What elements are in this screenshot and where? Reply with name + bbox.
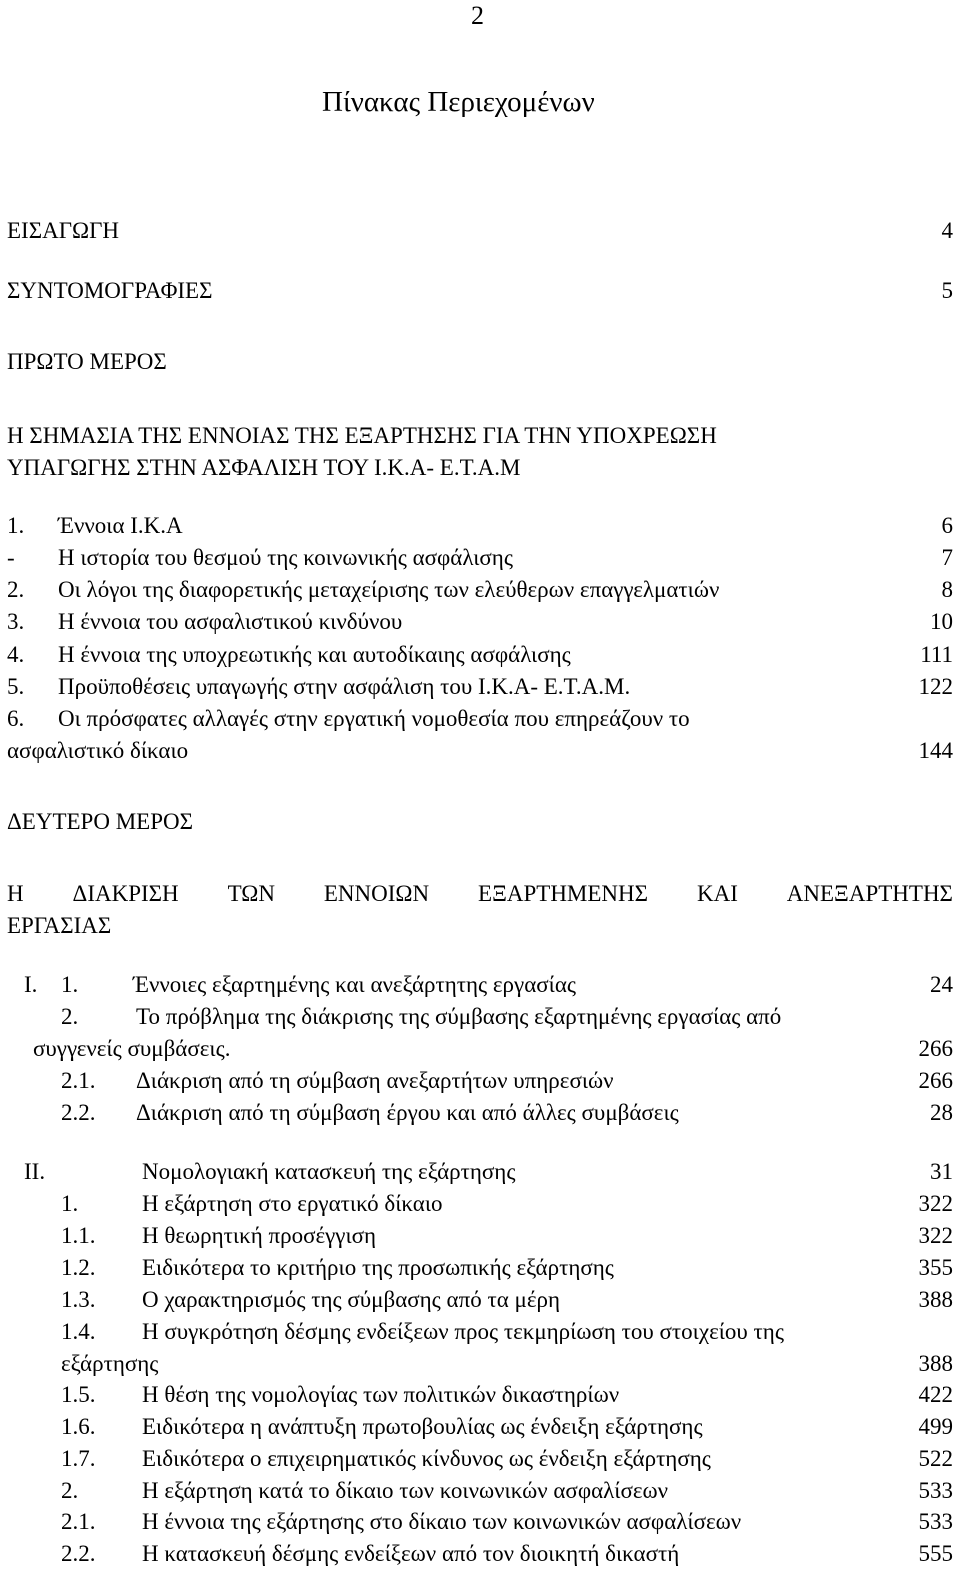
toc-item-text: Έννοιες εξαρτημένης και ανεξάρτητης εργασίας — [133, 972, 576, 997]
toc-item-num: 1. — [61, 972, 79, 997]
toc-item-num: 1.6. — [61, 1414, 96, 1439]
toc-item-text: Διάκριση από τη σύμβαση έργου και από άλλες συμβάσεις — [136, 1100, 679, 1125]
toc-item-page: 111 — [920, 642, 953, 667]
toc-item-page: 533 — [918, 1509, 953, 1534]
page-title: Πίνακας Περιεχομένων — [322, 86, 595, 118]
toc-item-text: Ειδικότερα το κριτήριο της προσωπικής εξάρτησης — [142, 1255, 614, 1280]
toc-item-num: 1.5. — [61, 1382, 96, 1407]
toc-item-num: - — [7, 545, 15, 570]
toc-item-num: 1.4. — [61, 1319, 96, 1344]
toc-item-text: Οι λόγοι της διαφορετικής μεταχείρισης των ελεύθερων επαγγελματιών — [58, 577, 720, 602]
section-roman: Ι. — [24, 972, 38, 997]
part-two-heading-line1 — [7, 882, 953, 905]
toc-item-text: Προϋποθέσεις υπαγωγής στην ασφάλιση του Ι.Κ.Α- Ε.Τ.Α.Μ. — [58, 674, 631, 699]
toc-item-page: 388 — [918, 1287, 953, 1312]
toc-item-text: Η ιστορία του θεσμού της κοινωνικής ασφάλισης — [58, 545, 513, 570]
toc-item-page: 355 — [918, 1255, 953, 1280]
part-one-label: ΠΡΩΤΟ ΜΕΡΟΣ — [7, 349, 167, 374]
toc-item-num: 2.1. — [61, 1068, 96, 1093]
toc-item-text: Η έννοια της εξάρτησης στο δίκαιο των κοινωνικών ασφαλίσεων — [142, 1509, 742, 1534]
toc-item-text: Η θέση της νομολογίας των πολιτικών δικαστηρίων — [142, 1382, 620, 1407]
toc-item-page: 266 — [918, 1068, 953, 1093]
part-one-heading-line2: ΥΠΑΓΩΓΗΣ ΣΤΗΝ ΑΣΦΑΛΙΣΗ ΤΟΥ Ι.Κ.Α- Ε.Τ.Α.Μ — [7, 455, 521, 480]
toc-page-abbreviations: 5 — [941, 278, 953, 303]
part-one-heading-line1: Η ΣΗΜΑΣΙΑ ΤΗΣ ΕΝΝΟΙΑΣ ΤΗΣ ΕΞΑΡΤΗΣΗΣ ΓΙΑ ΤΗΝ ΥΠΟΧΡΕΩΣΗ — [7, 423, 717, 448]
toc-item-num: 4. — [7, 642, 25, 667]
toc-page-intro: 4 — [941, 218, 953, 243]
toc-item-text: Η συγκρότηση δέσμης ενδείξεων προς τεκμηρίωση του στοιχείου της — [142, 1319, 784, 1344]
toc-item-text-continued: συγγενείς συμβάσεις. — [33, 1036, 231, 1061]
section-roman: ΙΙ. — [24, 1159, 46, 1184]
toc-item-num: 2. — [61, 1004, 79, 1029]
toc-item-page: 6 — [941, 513, 953, 538]
toc-item-text: Η έννοια της υποχρεωτικής και αυτοδίκαιης ασφάλισης — [58, 642, 571, 667]
toc-item-text: Έννοια Ι.Κ.Α — [58, 513, 183, 538]
toc-item-num: 2.1. — [61, 1509, 96, 1534]
toc-item-num: 2.2. — [61, 1100, 96, 1125]
toc-item-page: 522 — [918, 1446, 953, 1471]
toc-item-text: Διάκριση από τη σύμβαση ανεξαρτήτων υπηρεσιών — [136, 1068, 614, 1093]
toc-item-num: 1.3. — [61, 1287, 96, 1312]
toc-item-page: 533 — [918, 1478, 953, 1503]
toc-item-num: 1.7. — [61, 1446, 96, 1471]
toc-item-num: 1.1. — [61, 1223, 96, 1248]
toc-item-text: Η εξάρτηση κατά το δίκαιο των κοινωνικών ασφαλίσεων — [142, 1478, 669, 1503]
toc-item-num: 3. — [7, 609, 25, 634]
toc-item-num: 1. — [61, 1191, 79, 1216]
toc-entry-intro: ΕΙΣΑΓΩΓΗ — [7, 218, 120, 243]
heading-word: ΔΙΑΚΡΙΣΗ — [72, 881, 179, 906]
toc-item-num: 2.2. — [61, 1541, 96, 1566]
toc-item-text: Ειδικότερα ο επιχειρηματικός κίνδυνος ως ένδειξη εξάρτησης — [142, 1446, 711, 1471]
toc-item-num: 1.2. — [61, 1255, 96, 1280]
heading-word: ΕΝΝΟΙΩΝ — [323, 881, 430, 906]
toc-item-page: 144 — [918, 738, 953, 763]
toc-item-num: 5. — [7, 674, 25, 699]
heading-word: Η — [7, 881, 24, 906]
toc-item-page: 322 — [918, 1223, 953, 1248]
toc-entry-abbreviations: ΣΥΝΤΟΜΟΓΡΑΦΙΕΣ — [7, 278, 213, 303]
heading-word: ΕΞΑΡΤΗΜΕΝΗΣ — [478, 881, 649, 906]
toc-item-page: 555 — [918, 1541, 953, 1566]
toc-item-text: Η εξάρτηση στο εργατικό δίκαιο — [142, 1191, 443, 1216]
toc-item-page: 7 — [941, 545, 953, 570]
section-page: 31 — [930, 1159, 953, 1184]
toc-item-page: 10 — [930, 609, 953, 634]
toc-item-text: Η θεωρητική προσέγγιση — [142, 1223, 377, 1248]
toc-item-page: 422 — [918, 1382, 953, 1407]
page-number: 2 — [471, 1, 484, 30]
toc-item-num: 1. — [7, 513, 25, 538]
toc-item-num: 2. — [61, 1478, 79, 1503]
toc-item-page: 266 — [918, 1036, 953, 1061]
toc-item-page: 28 — [930, 1100, 953, 1125]
heading-word: ΚΑΙ — [696, 881, 738, 906]
toc-item-page: 24 — [930, 972, 953, 997]
heading-word: ΤΩΝ — [227, 881, 275, 906]
heading-word: ΑΝΕΞΑΡΤΗΤΗΣ — [786, 881, 953, 906]
toc-item-text: Η έννοια του ασφαλιστικού κινδύνου — [58, 609, 403, 634]
toc-item-page: 499 — [918, 1414, 953, 1439]
toc-item-text: Η κατασκευή δέσμης ενδείξεων από τον διοικητή δικαστή — [142, 1541, 680, 1566]
toc-item-text: Ο χαρακτηρισμός της σύμβασης από τα μέρη — [142, 1287, 560, 1312]
toc-item-text-continued: εξάρτησης — [61, 1351, 159, 1376]
section-title: Νομολογιακή κατασκευή της εξάρτησης — [142, 1159, 516, 1184]
toc-item-num: 2. — [7, 577, 25, 602]
toc-item-page: 8 — [941, 577, 953, 602]
toc-item-page: 122 — [918, 674, 953, 699]
toc-item-text: Το πρόβλημα της διάκρισης της σύμβασης εξαρτημένης εργασίας από — [136, 1004, 782, 1029]
toc-item-text: Οι πρόσφατες αλλαγές στην εργατική νομοθεσία που επηρεάζουν το — [58, 706, 690, 731]
toc-item-text: Ειδικότερα η ανάπτυξη πρωτοβουλίας ως ένδειξη εξάρτησης — [142, 1414, 703, 1439]
toc-item-page: 388 — [918, 1351, 953, 1376]
toc-item-text-continued: ασφαλιστικό δίκαιο — [7, 738, 189, 763]
toc-item-num: 6. — [7, 706, 25, 731]
part-two-heading-line2: ΕΡΓΑΣΙΑΣ — [7, 913, 112, 938]
part-two-label: ΔΕΥΤΕΡΟ ΜΕΡΟΣ — [7, 809, 193, 834]
toc-item-page: 322 — [918, 1191, 953, 1216]
